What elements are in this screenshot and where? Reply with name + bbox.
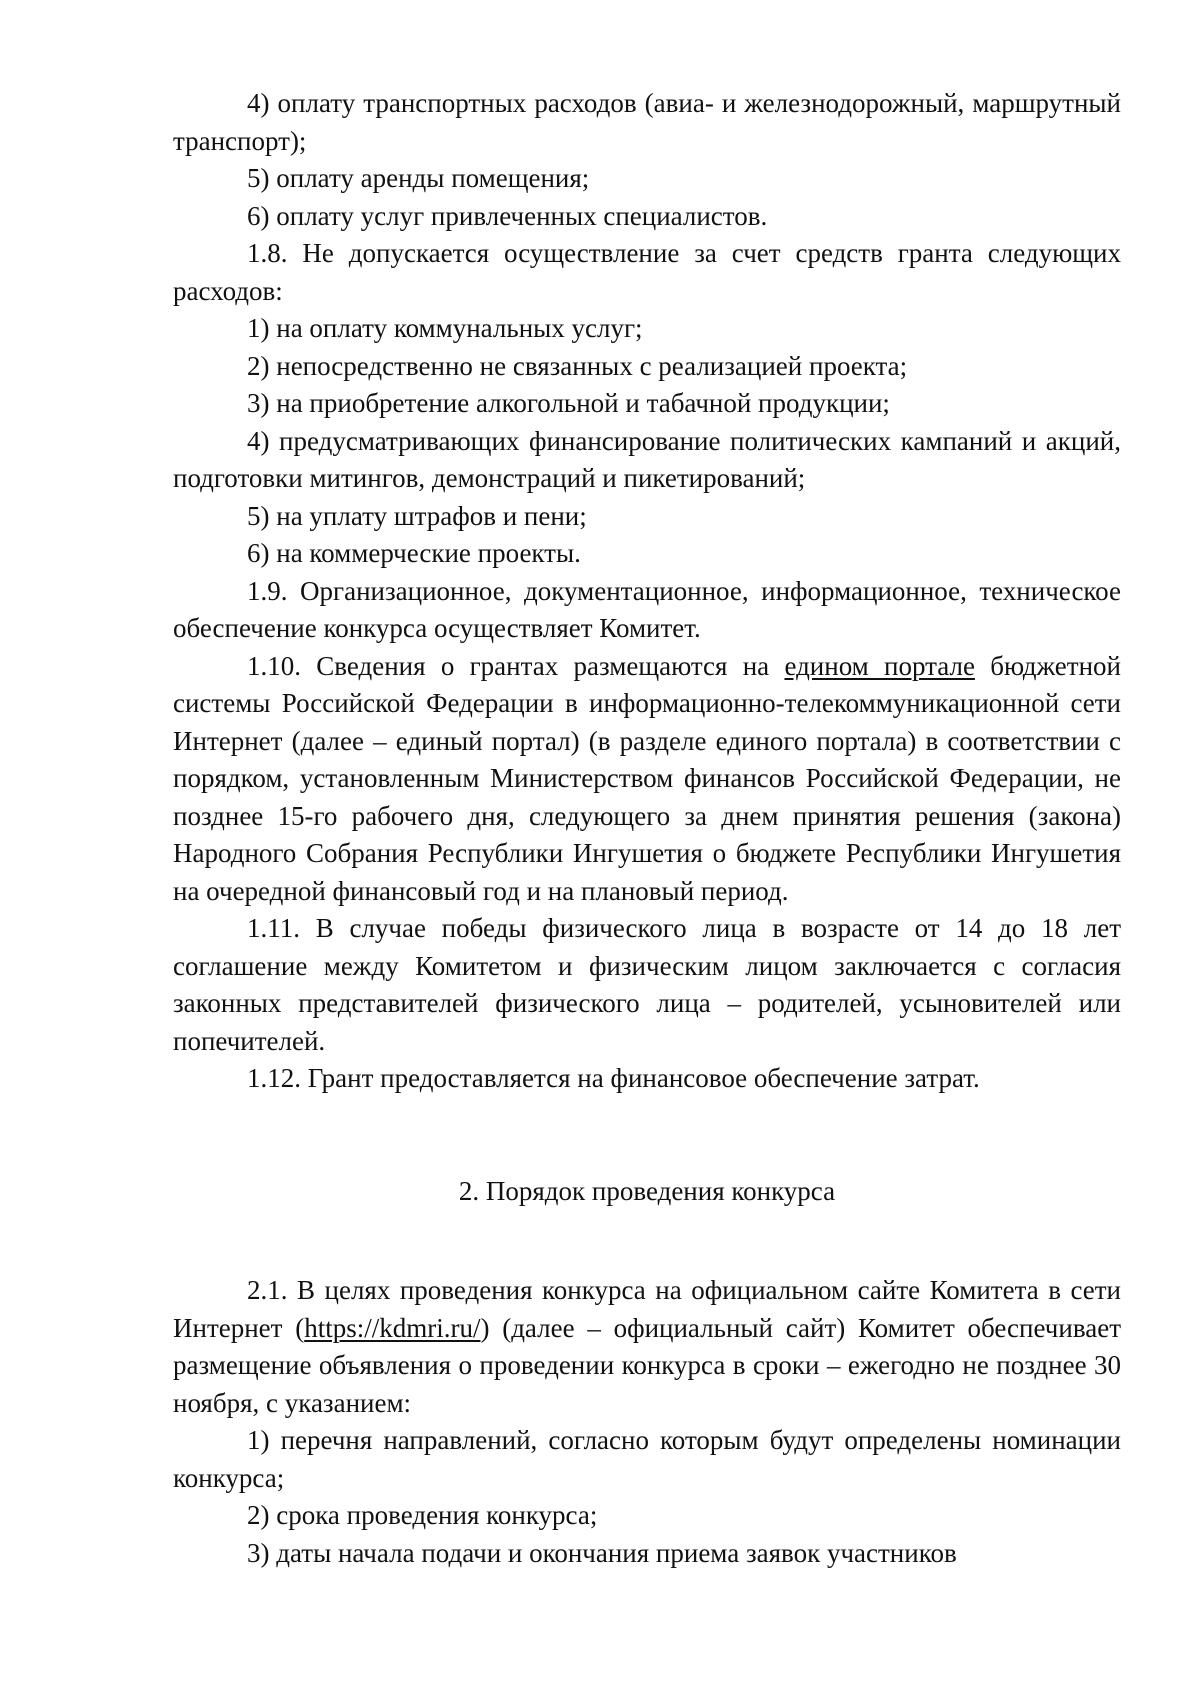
paragraph: 3) на приобретение алкогольной и табачной продукции; (247, 388, 890, 418)
paragraph: 6) оплату услуг привлеченных специалистов. (247, 200, 768, 231)
text-span: 2.1. В целях проведения конкурса на официальном сайте Комитета в сети Интернет ( (173, 1275, 1121, 1343)
text-span: ) (далее – официальный сайт) Комитет обеспечивает размещение объявления о проведении конкурса в сроки – ежегодно не позднее 30 ноября, с указанием: (173, 1312, 1121, 1418)
paragraph: 4) предусматривающих финансирование политических кампаний и акций, подготовки митингов, демонстраций и пикетирований; (173, 425, 1121, 493)
document-page (173, 85, 1121, 1572)
text-span: бюджетной системы Российской Федерации в информационно-телекоммуникационной сети Интернет (далее – единый портал) (в разделе единого портала) в соответствии с порядком, установленным Министерством финансов Российской Федерации, не позднее 15-го рабочего дня, следующего за днем принятия решения (закона) Народного Собрания Республики Ингушетия о бюджете Республики Ингушетия на очередной финансовый год и на плановый период. (173, 650, 1121, 906)
paragraph-official-site (173, 1272, 1121, 1422)
paragraph: 4) оплату транспортных расходов (авиа- и железнодорожный, маршрутный транспорт); (173, 88, 1121, 156)
section-heading: 2. Порядок проведения конкурса (458, 1175, 836, 1206)
text-span: 1.10. Сведения о грантах размещаются на (247, 650, 785, 681)
paragraph: 2) срока проведения конкурса; (247, 1500, 598, 1530)
paragraph: 1.8. Не допускается осуществление за счет средств гранта следующих расходов: (173, 238, 1121, 306)
official-site-link[interactable]: https://kdmri.ru/ (304, 1312, 481, 1343)
paragraph: 2) непосредственно не связанных с реализацией проекта; (247, 350, 908, 381)
paragraph: 6) на коммерческие проекты. (247, 538, 581, 568)
paragraph: 5) на уплату штрафов и пени; (247, 500, 587, 531)
paragraph: 1.12. Грант предоставляется на финансовое обеспечение затрат. (247, 1063, 980, 1093)
paragraph: 1.11. В случае победы физического лица в возрасте от 14 до 18 лет соглашение между Комитетом и физическим лицом заключается с согласия законных представителей физического лица – родителей, усыновителей или попечителей. (173, 913, 1121, 1056)
unified-portal-link[interactable]: едином портале (784, 650, 975, 681)
paragraph: 5) оплату аренды помещения; (247, 163, 590, 193)
paragraph: 3) даты начала подачи и окончания приема заявок участников (247, 1537, 957, 1568)
paragraph: 1) перечня направлений, согласно которым будут определены номинации конкурса; (173, 1425, 1121, 1493)
paragraph: 1) на оплату коммунальных услуг; (247, 313, 643, 343)
paragraph: 1.9. Организационное, документационное, информационное, техническое обеспечение конкурса осуществляет Комитет. (173, 575, 1121, 643)
paragraph-portal-info (173, 648, 1121, 911)
